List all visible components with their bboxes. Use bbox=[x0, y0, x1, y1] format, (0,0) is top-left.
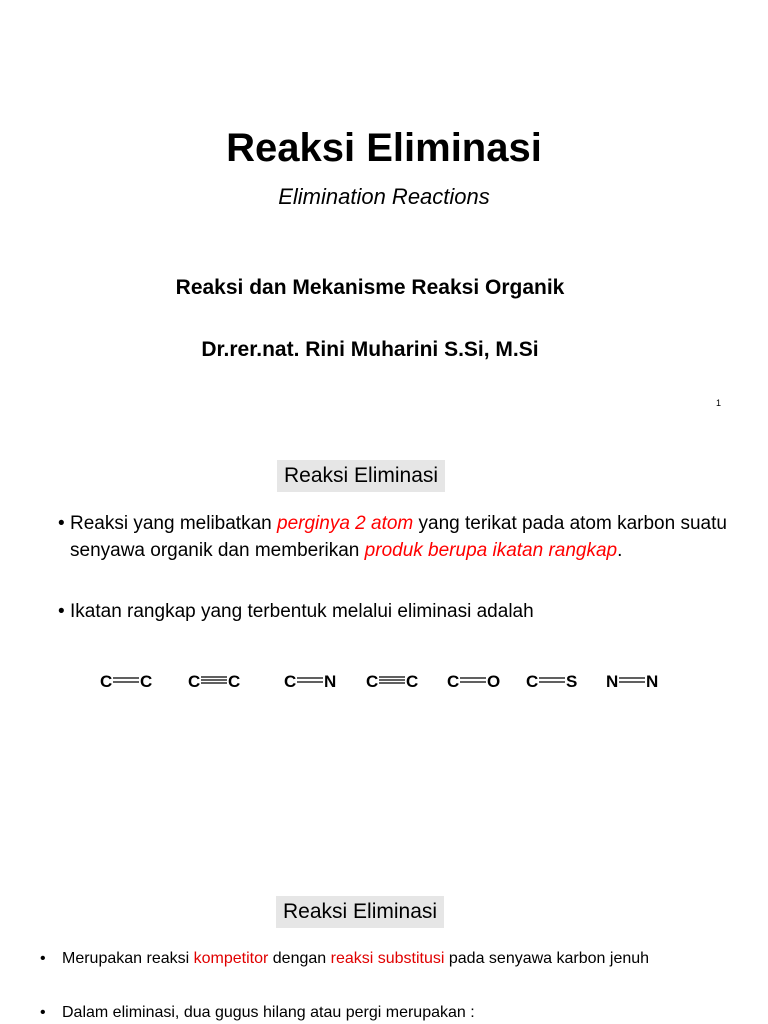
atom-label: C bbox=[284, 672, 297, 691]
bond-symbol bbox=[606, 672, 658, 691]
bond-symbol bbox=[100, 672, 152, 691]
bond-types-row bbox=[0, 668, 768, 698]
bond-symbol bbox=[284, 672, 336, 691]
atom-label: C bbox=[406, 672, 419, 691]
highlight-text: perginya 2 atom bbox=[277, 513, 414, 534]
bond-symbol bbox=[526, 672, 577, 691]
atom-label: C bbox=[526, 672, 539, 691]
bond-diagram bbox=[0, 668, 768, 698]
atom-label: O bbox=[487, 672, 501, 691]
bond-symbol bbox=[447, 672, 500, 691]
slide2-bullet-1 bbox=[58, 510, 748, 564]
atom-label: N bbox=[324, 672, 337, 691]
atom-label: C bbox=[447, 672, 460, 691]
course-name: Reaksi dan Mekanisme Reaksi Organik bbox=[175, 276, 565, 299]
slide3-heading: Reaksi Eliminasi bbox=[276, 896, 444, 928]
atom-label: N bbox=[646, 672, 659, 691]
bullet-dot: • bbox=[40, 950, 46, 967]
slide3-bullet-2 bbox=[40, 1002, 750, 1024]
highlight-text: reaksi substitusi bbox=[330, 950, 445, 967]
atom-label: S bbox=[566, 672, 578, 691]
bond-symbol bbox=[188, 672, 240, 691]
page-number: 1 bbox=[716, 398, 722, 408]
slide2-bullet-2 bbox=[58, 598, 748, 625]
bond-symbol bbox=[366, 672, 418, 691]
bullet-text: Ikatan rangkap yang terbentuk melalui eliminasi adalah bbox=[70, 601, 534, 622]
slide1-subtitle: Elimination Reactions bbox=[278, 184, 490, 209]
atom-label: C bbox=[140, 672, 153, 691]
slide1-title: Reaksi Eliminasi bbox=[226, 126, 542, 170]
bullet-text: yang terikat pada atom karbon suatu senyawa organik dan memberikan bbox=[70, 513, 727, 561]
bullet-dot: • bbox=[58, 601, 65, 622]
bullet-text: Dalam eliminasi, dua gugus hilang atau pergi merupakan : bbox=[62, 1004, 475, 1021]
highlight-text: produk berupa ikatan rangkap bbox=[364, 540, 618, 561]
bullet-text: Reaksi yang melibatkan bbox=[70, 513, 277, 534]
bullet-text: Merupakan reaksi bbox=[62, 950, 194, 967]
slide3-bullet-1 bbox=[40, 948, 750, 970]
highlight-text: kompetitor bbox=[193, 950, 269, 967]
bullet-dot: • bbox=[40, 1004, 46, 1021]
atom-label: C bbox=[228, 672, 241, 691]
atom-label: N bbox=[606, 672, 619, 691]
bullet-text: pada senyawa karbon jenuh bbox=[444, 950, 650, 967]
bullet-dot: • bbox=[58, 513, 65, 534]
atom-label: C bbox=[188, 672, 201, 691]
bullet-text: dengan bbox=[268, 950, 331, 967]
author-name: Dr.rer.nat. Rini Muharini S.Si, M.Si bbox=[201, 338, 539, 361]
atom-label: C bbox=[100, 672, 113, 691]
bullet-text: . bbox=[617, 540, 623, 561]
slide2-heading: Reaksi Eliminasi bbox=[277, 460, 445, 492]
atom-label: C bbox=[366, 672, 379, 691]
